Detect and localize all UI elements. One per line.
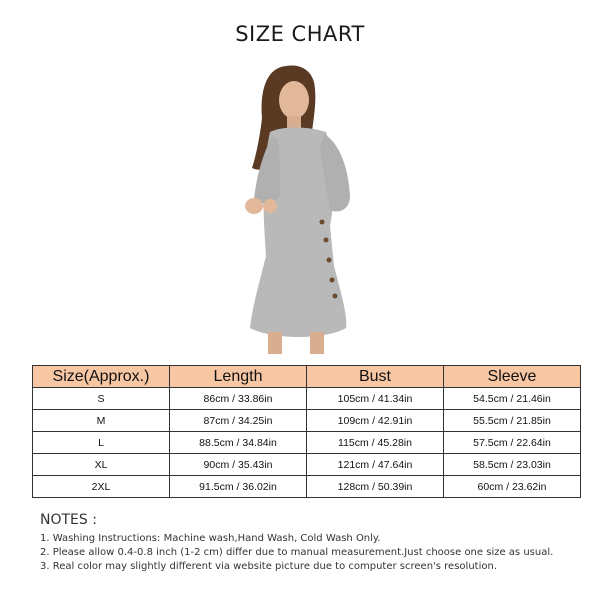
- header-sleeve: Sleeve: [444, 366, 581, 388]
- table-row: [33, 476, 581, 498]
- cell-sleeve: 60cm / 23.62in: [444, 476, 581, 498]
- cell-bust: 105cm / 41.34in: [307, 388, 444, 410]
- cell-size: 2XL: [33, 476, 170, 498]
- button: [330, 278, 335, 283]
- cell-size: XL: [33, 454, 170, 476]
- cell-size: S: [33, 388, 170, 410]
- cell-bust: 115cm / 45.28in: [307, 432, 444, 454]
- table-row: [33, 454, 581, 476]
- cell-sleeve: 55.5cm / 21.85in: [444, 410, 581, 432]
- hand-right: [263, 199, 277, 213]
- note-item: 2. Please allow 0.4-0.8 inch (1-2 cm) differ due to manual measurement.Just choose one size as usual.: [40, 547, 554, 558]
- cell-sleeve: 58.5cm / 23.03in: [444, 454, 581, 476]
- cell-length: 88.5cm / 34.84in: [170, 432, 307, 454]
- hand-left: [245, 198, 263, 214]
- cell-bust: 121cm / 47.64in: [307, 454, 444, 476]
- header-size: Size(Approx.): [33, 366, 170, 388]
- button: [324, 238, 329, 243]
- table-row: [33, 432, 581, 454]
- cell-sleeve: 54.5cm / 21.46in: [444, 388, 581, 410]
- button: [320, 220, 325, 225]
- note-item: 1. Washing Instructions: Machine wash,Hand Wash, Cold Wash Only.: [40, 533, 381, 544]
- cell-length: 91.5cm / 36.02in: [170, 476, 307, 498]
- table-header-row: [33, 366, 581, 388]
- header-bust: Bust: [307, 366, 444, 388]
- cell-length: 90cm / 35.43in: [170, 454, 307, 476]
- table-row: [33, 410, 581, 432]
- face: [279, 81, 309, 119]
- leg-right: [310, 332, 324, 354]
- cell-length: 87cm / 34.25in: [170, 410, 307, 432]
- page-title: SIZE CHART: [235, 22, 365, 46]
- cell-bust: 109cm / 42.91in: [307, 410, 444, 432]
- notes-section: [40, 512, 580, 574]
- button: [333, 294, 338, 299]
- size-chart-table: [32, 365, 581, 498]
- button: [327, 258, 332, 263]
- notes-heading: NOTES :: [40, 512, 97, 528]
- note-item: 3. Real color may slightly different via website picture due to computer screen's resolution.: [40, 561, 497, 572]
- cell-bust: 128cm / 50.39in: [307, 476, 444, 498]
- cell-size: L: [33, 432, 170, 454]
- cell-length: 86cm / 33.86in: [170, 388, 307, 410]
- model-photo: [226, 56, 376, 354]
- cell-size: M: [33, 410, 170, 432]
- header-length: Length: [170, 366, 307, 388]
- cell-sleeve: 57.5cm / 22.64in: [444, 432, 581, 454]
- table-row: [33, 388, 581, 410]
- leg-left: [268, 332, 282, 354]
